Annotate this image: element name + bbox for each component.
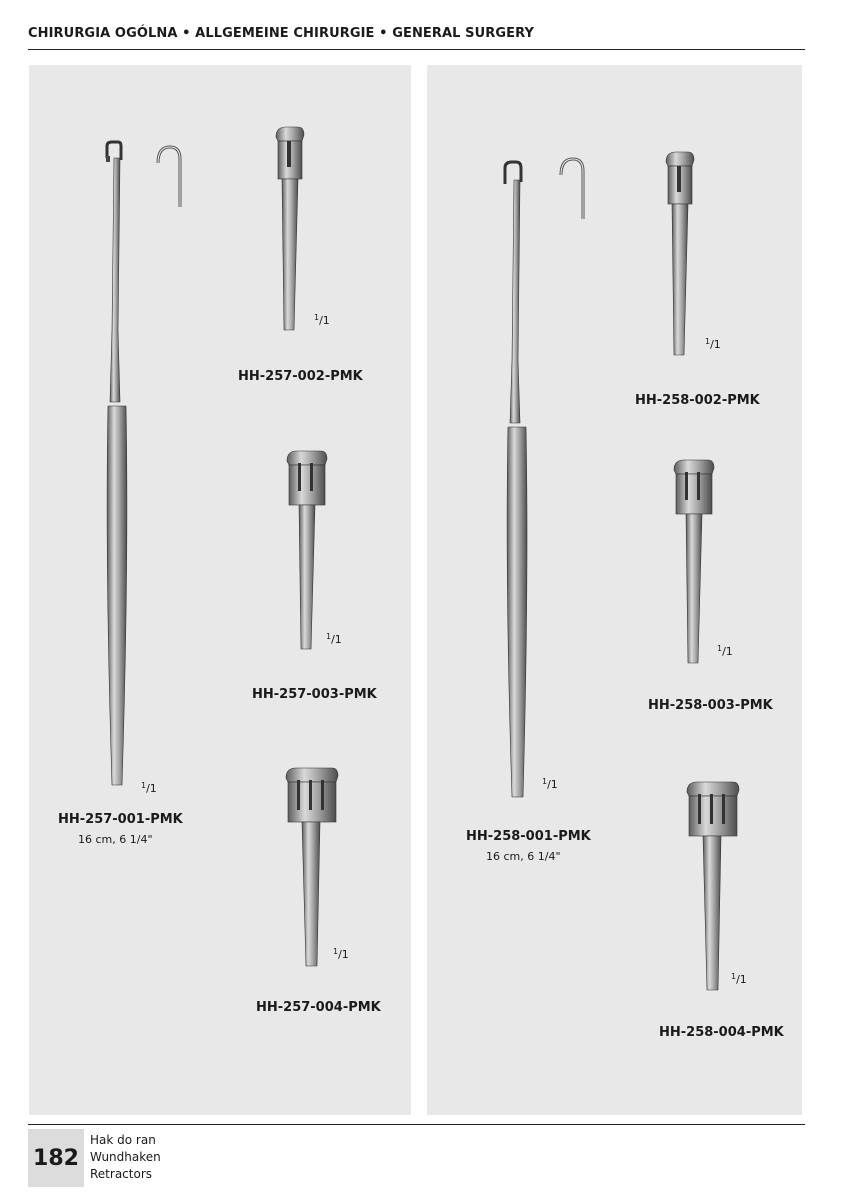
product-code-hh-257-003: HH-257-003-PMK <box>252 687 377 702</box>
product-size-hh-257-001: 16 cm, 6 1/4" <box>78 833 153 846</box>
footer-category-de: Wundhaken <box>90 1150 161 1164</box>
scale-mark: $^1$/1 <box>731 972 747 986</box>
retractor-258-002-image <box>662 150 702 360</box>
scale-mark: $^1$/1 <box>542 777 558 791</box>
scale-mark: $^1$/1 <box>314 313 330 327</box>
retractor-258-003-image <box>670 458 720 668</box>
retractor-257-004-image <box>282 766 342 971</box>
product-code-hh-258-003: HH-258-003-PMK <box>648 698 773 713</box>
footer-divider <box>28 1124 805 1125</box>
scale-mark: $^1$/1 <box>333 947 349 961</box>
page-number: 182 <box>28 1129 84 1187</box>
product-code-hh-257-001: HH-257-001-PMK <box>58 812 183 827</box>
page-header: CHIRURGIA OGÓLNA • ALLGEMEINE CHIRURGIE • GENERAL SURGERY <box>28 26 535 41</box>
left-product-panel <box>29 65 411 1115</box>
scale-mark: $^1$/1 <box>717 644 733 658</box>
product-code-hh-257-004: HH-257-004-PMK <box>256 1000 381 1015</box>
retractor-257-001-image <box>98 140 138 790</box>
footer-category-pl: Hak do ran <box>90 1133 156 1147</box>
hook-tip-detail-image <box>559 157 589 222</box>
right-product-panel <box>427 65 802 1115</box>
footer-category-en: Retractors <box>90 1167 153 1181</box>
scale-mark: $^1$/1 <box>326 632 342 646</box>
hook-tip-detail-image <box>156 145 186 210</box>
retractor-258-004-image <box>683 780 743 995</box>
product-code-hh-257-002: HH-257-002-PMK <box>238 369 363 384</box>
product-size-hh-258-001: 16 cm, 6 1/4" <box>486 850 561 863</box>
product-code-hh-258-001: HH-258-001-PMK <box>466 829 591 844</box>
scale-mark: $^1$/1 <box>705 337 721 351</box>
retractor-257-003-image <box>283 449 333 654</box>
header-divider <box>28 49 805 50</box>
footer-category <box>90 1132 161 1183</box>
product-code-hh-258-004: HH-258-004-PMK <box>659 1025 784 1040</box>
retractor-258-001-image <box>498 160 538 805</box>
retractor-257-002-image <box>272 125 312 335</box>
scale-mark: $^1$/1 <box>141 781 157 795</box>
product-code-hh-258-002: HH-258-002-PMK <box>635 393 760 408</box>
